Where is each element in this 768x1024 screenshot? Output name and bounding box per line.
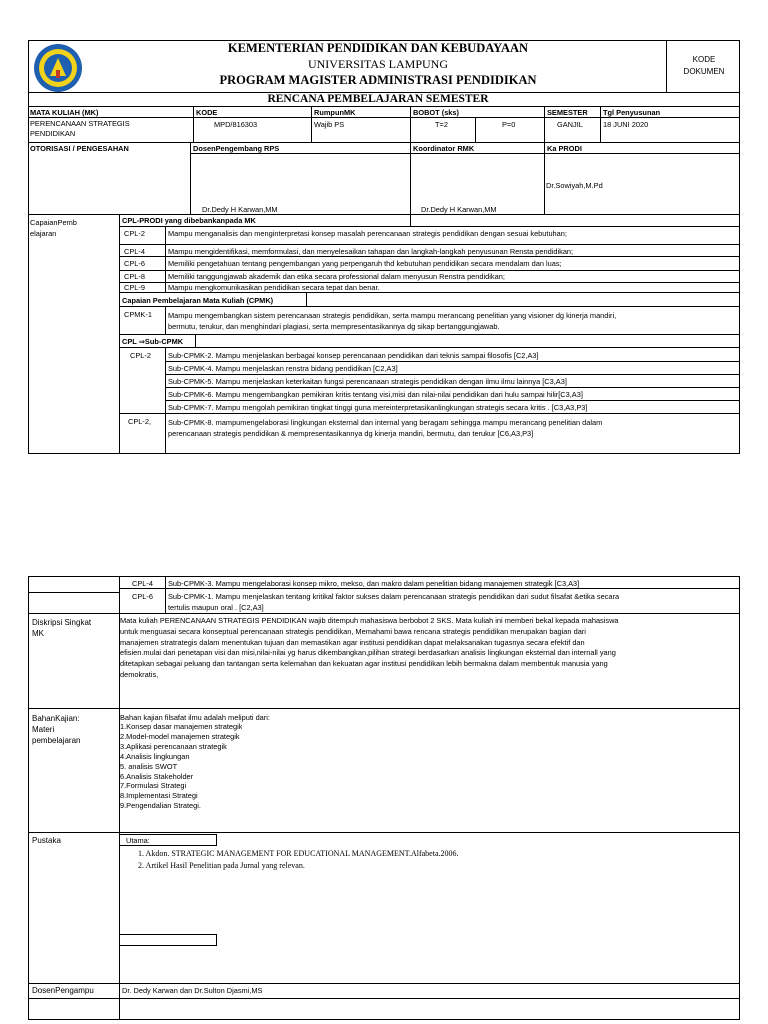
deskripsi-label: Diskripsi Singkat MK (32, 618, 92, 638)
cpl-text: Memiliki pengetahuan tentang pengembangan yang perpengaruh thd kebutuhan pendidikan secara mendalam dan luas; (168, 259, 562, 268)
dosen-pengampu-label: DosenPengampu (32, 986, 94, 995)
pustaka-list (138, 848, 459, 872)
kaprodi-label: Ka PRODI (547, 144, 582, 153)
utama-label: Utama: (126, 836, 150, 845)
university-logo (30, 42, 86, 94)
cpl-text: Mampu mengkomunikasikan pendidikan secara tepat dan benar. (168, 283, 380, 292)
course-rumpun: Wajib PS (314, 120, 345, 129)
cont-sub-cpmk: Sub-CPMK-3. Mampu mengelaborasi konsep mikro, mekso, dan makro dalam penelitian bidang manajemen strategik [C3,A3] (168, 579, 580, 588)
dosen-pengembang-name: Dr.Dedy H Karwan,MM (202, 205, 278, 214)
cpl-text: Mampu menganalisis dan menginterpretasi konsep masalah perencanaan strategis pendidikan dengan sesuai kebutuhan; (168, 229, 567, 238)
cpl-code: CPL-6 (124, 259, 145, 268)
hdr-kode: KODE (196, 108, 218, 117)
sub-cpmk-item: Sub-CPMK-7. Mampu mengolah pemikiran tingkat tinggi guna mereinterpretasikanlingkungan strategis secara kritis . [C3,A3,P3] (168, 403, 588, 412)
sub-group2-code: CPL-2, (128, 417, 152, 426)
cpl-prodi-header: CPL-PRODI yang dibebankanpada MK (122, 216, 256, 225)
course-name: PERENCANAAN STRATEGIS PENDIDIKAN (30, 119, 130, 138)
cpl-code: CPL-2 (124, 229, 145, 238)
sub-cpmk-item: Sub-CPMK-5. Mampu menjelaskan keterkaitan fungsi perencanaan strategis pendidikan dengan ilmu ilmu lainnya [C3,A3] (168, 377, 567, 386)
bahan-kajian-item: 7.Formulasi Strategi (120, 781, 187, 791)
pustaka-label: Pustaka (32, 836, 61, 845)
bahan-kajian-list (120, 722, 242, 811)
bahan-kajian-item: 4.Analisis lingkungan (120, 751, 190, 761)
cont-cpl-code: CPL-6 (132, 592, 153, 601)
sub-cpmk-header: CPL ⇒Sub-CPMK (122, 337, 184, 346)
bahan-kajian-item: 2.Model-model manajemen strategik (120, 731, 240, 741)
cont-cpl-code: CPL-4 (132, 579, 153, 588)
pustaka-pendukung-box (119, 934, 217, 946)
course-tgl: 18 JUNI 2020 (603, 120, 649, 129)
hdr-bobot: BOBOT (sks) (413, 108, 459, 117)
cont-sub-cpmk: Sub-CPMK-1. Mampu menjelaskan tentang kritikal faktor sukses dalam perencanaan strategis pendidikan dari sudut filsafat &etika secara tertulis maupun oral . [C2,A3] (168, 592, 620, 612)
course-bobot-p: P=0 (502, 120, 516, 129)
pustaka-item: 1. Akdon. STRATEGIC MANAGEMENT FOR EDUCATIONAL MANAGEMENT.Alfabeta.2006. (138, 849, 459, 858)
sub-cpmk-item: Sub-CPMK-4. Mampu menjelaskan renstra bidang pendidikan [C2,A3] (168, 364, 398, 373)
cpmk-header: Capaian Pembelajaran Mata Kuliah (CPMK) (122, 296, 274, 305)
bahan-kajian-item: 6.Analisis Stakeholder (120, 771, 194, 781)
hdr-mata-kuliah: MATA KULIAH (MK) (30, 108, 99, 117)
dosen-pengembang-label: DosenPengembang RPS (193, 144, 280, 153)
course-bobot-t: T=2 (435, 120, 448, 129)
cpl-code: CPL-9 (124, 283, 145, 292)
kaprodi-name: Dr.Sowiyah,M.Pd (546, 181, 603, 190)
kode-dokumen-label: KODE DOKUMEN (683, 55, 725, 76)
sub-cpmk-item: Sub-CPMK-6. Mampu mengembangkan pemikiran kritis tentang visi,misi dan nilai-nilai pendidikan dari hulu sampai hilir[C3,A3] (168, 390, 583, 399)
header-ministry: KEMENTERIAN PENDIDIKAN DAN KEBUDAYAAN (227, 41, 529, 55)
cpmk-text: Mampu mengembangkan sistem perencanaan strategis pendidikan, serta mampu merancang penelitian yang visioner dg kinerja mandiri, bermutu, terukur, dan menghindari plagiasi, serta mempresentasikannya dg sikap bertanggungjawab. (168, 311, 617, 331)
bahan-kajian-item: 5. analisis SWOT (120, 761, 178, 771)
bahan-kajian-intro: Bahan kajian filsafat ilmu adalah meliputi dari: (120, 713, 270, 722)
cpl-code: CPL-8 (124, 272, 145, 281)
koordinator-label: Koordinator RMK (413, 144, 475, 153)
course-semester: GANJIL (557, 120, 583, 129)
pustaka-item: 2. Artikel Hasil Penelitian pada Jurnal yang relevan. (138, 861, 305, 870)
bahan-kajian-item: 9.Pengendalian Strategi. (120, 801, 201, 811)
bahan-kajian-item: 8.Implementasi Strategi (120, 791, 198, 801)
cpl-code: CPL-4 (124, 247, 145, 256)
koordinator-name: Dr.Dedy H Karwan,MM (421, 205, 497, 214)
cpl-text: Mampu mengidentifikasi, memformulasi, dan menyelesaikan tahapan dan langkah-langkah penyusunan Rensta pendidikan; (168, 247, 574, 256)
header-university: UNIVERSITAS LAMPUNG (307, 57, 449, 71)
cpl-text: Memiliki tanggungjawab akademik dan etika secara professional dalam menyusun Renstra pendidikan; (168, 272, 505, 281)
bahan-kajian-item: 3.Aplikasi perencanaan strategik (120, 741, 227, 751)
bahan-kajian-label: BahanKajian: Materi pembelajaran (32, 714, 81, 745)
course-code: MPD/816303 (214, 120, 258, 129)
hdr-rumpun: RumpunMK (314, 108, 356, 117)
dosen-pengampu-names: Dr. Dedy Karwan dan Dr.Sulton Djasmi,MS (122, 986, 263, 995)
deskripsi-text: Mata kuliah PERENCANAAN STRATEGIS PENDIDIKAN wajib ditempuh mahasiswa berbobot 2 SKS. Mata kuliah ini memberi bekal kepada mahasiswa untuk menguasai secara konseptual perencanaan strategis pendidikan, Memahami bawa rencana strategis pendidikan merupakan bagian dari manajemen stratrategis dalam menentukan tujuan dan memastikan agar institusi pendidikan dapat melaksanakan tugasnya secara efektif dan efisien.mulai dari penetapan visi dan misi,nilai-nilai yg harus dikembangkan,pilihan strategi berdasarkan analisis lingkungan eksternal dan internall yang ditetapkan sebagai peluang dan tantangan serta kelemahan dan kekuatan agar institusi pendidikan lebih bermakna dalam membentuk manusia yang demokratis, (120, 616, 619, 679)
header-program: PROGRAM MAGISTER ADMINISTRASI PENDIDIKAN (219, 73, 537, 87)
sub-cpmk-item: Sub-CPMK-8. mampumengelaborasi lingkungan eksternal dan internal yang beragam sehingga mampu merancang penelitian dalam perencanaan strategis pendidikan & mempresentasikannya dg kinerja mandiri, bermutu, dan terukur [C6,A3,P3] (168, 418, 603, 438)
rps-title: RENCANA PEMBELAJARAN SEMESTER (267, 93, 489, 105)
bahan-kajian-item: 1.Konsep dasar manajemen strategik (120, 722, 243, 731)
hdr-tgl: Tgl Penyusunan (603, 108, 661, 117)
otorisasi-label: OTORISASI / PENGESAHAN (30, 144, 129, 153)
cpmk-code: CPMK-1 (124, 310, 152, 319)
sub-group1-code: CPL-2 (130, 351, 151, 360)
hdr-semester: SEMESTER (547, 108, 588, 117)
sub-cpmk-item: Sub-CPMK-2. Mampu menjelaskan berbagai konsep perencanaan pendidikan dari teknis sampai filosofis [C2,A3] (168, 351, 539, 360)
capaian-label: CapaianPemb elajaran (30, 218, 77, 238)
